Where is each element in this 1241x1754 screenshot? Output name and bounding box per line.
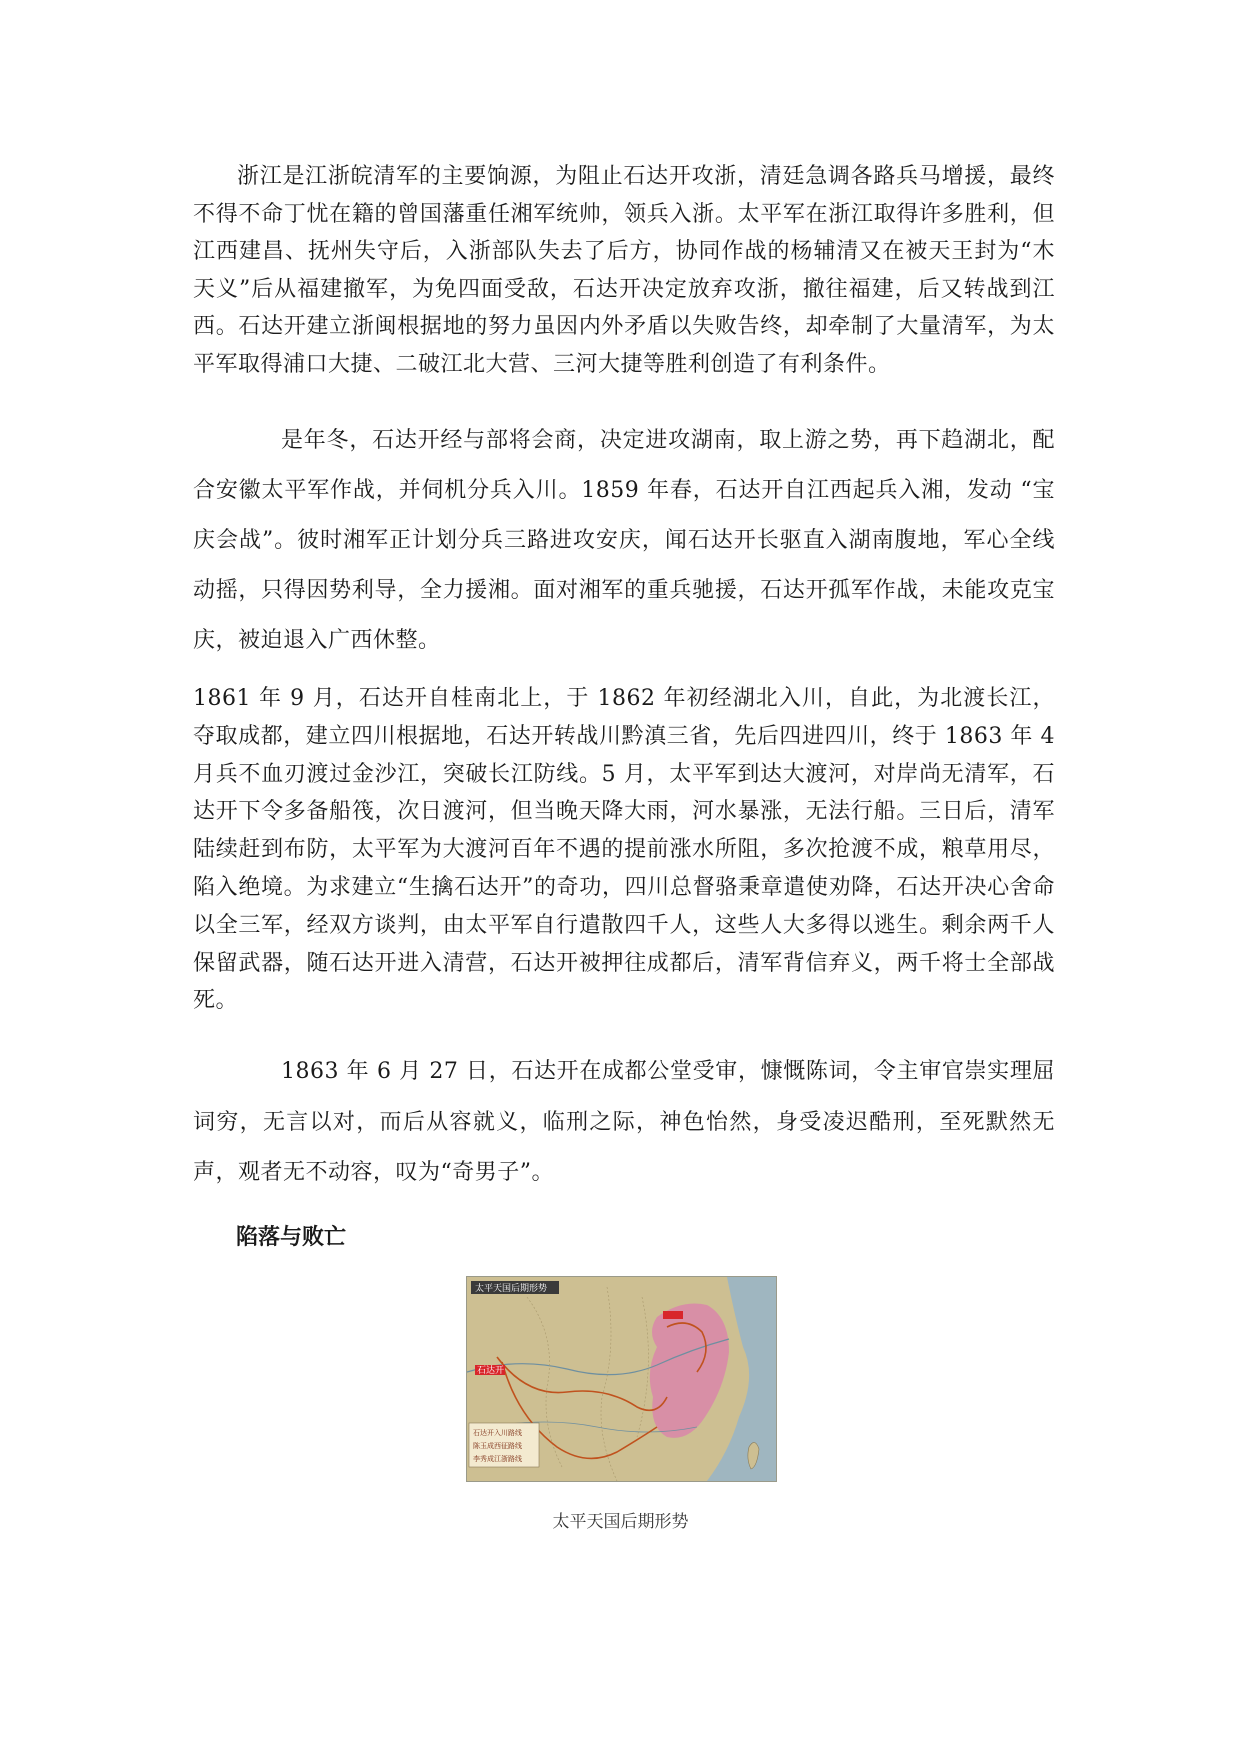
- map-figure: [466, 1276, 777, 1482]
- paragraph-execution: 1863 年 6 月 27 日，石达开在成都公堂受审，慷慨陈词，令主审官崇实理屈词穷，无言以对，而后从容就义，临刑之际，神色怡然，身受凌迟酷刑，至死默然无声，观者无不动容，叹为“奇男子”。: [193, 1059, 1055, 1185]
- map-legend-item: 石达开入川路线: [473, 1429, 522, 1437]
- figure-caption: 太平天国后期形势: [552, 1512, 689, 1532]
- map-title: 太平天国后期形势: [475, 1284, 548, 1294]
- paragraph-sichuan-campaign: 1861 年 9 月，石达开自桂南北上，于 1862 年初经湖北入川，自此，为北渡长江，夺取成都，建立四川根据地，石达开转战川黔滇三省，先后四进四川，终于 1863 年 4 月兵不血刃渡过金沙江，突破长江防线。5 月，太平军到达大渡河，对岸尚无清军，石达开下令多备船筏，次日渡河，但当晚天降大雨，河水暴涨，无法行船。三日后，清军陆续赶到布防，太平军为大渡河百年不遇的提前涨水所阻，多次抢渡不成，粮草用尽，陷入绝境。为求建立“生擒石达开”的奇功，四川总督骆秉章遣使劝降，石达开决心舍命以全三军，经双方谈判，由太平军自行遣散四千人，这些人大多得以逃生。剩余两千人保留武器，随石达开进入清营，石达开被押往成都后，清军背信弃义，两千将士全部战死。: [193, 686, 1055, 1014]
- map-image: [467, 1277, 776, 1481]
- map-legend-item: 陈玉成西征路线: [473, 1442, 522, 1450]
- section-heading: 陷落与败亡: [236, 1225, 347, 1250]
- map-legend-item: 李秀成江浙路线: [473, 1455, 522, 1463]
- map-city-label: 石达开: [477, 1366, 505, 1376]
- paragraph-hunan-campaign: 是年冬，石达开经与部将会商，决定进攻湖南，取上游之势，再下趋湖北，配合安徽太平军作战，并伺机分兵入川。1859 年春，石达开自江西起兵入湘，发动 “宝庆会战”。彼时湘军正计划分兵三路进攻安庆，闻石达开长驱直入湖南腹地，军心全线动摇，只得因势利导，全力援湘。面对湘军的重兵驰援，石达开孤军作战，未能攻克宝庆，被迫退入广西休整。: [193, 428, 1055, 653]
- paragraph-zhejiang: 浙江是江浙皖清军的主要饷源，为阻止石达开攻浙，清廷急调各路兵马增援，最终不得不命丁忧在籍的曾国藩重任湘军统帅，领兵入浙。太平军在浙江取得许多胜利，但江西建昌、抚州失守后，入浙部队失去了后方，协同作战的杨辅清又在被天王封为“木天义”后从福建撤军，为免四面受敌，石达开决定放弃攻浙，撤往福建，后又转战到江西。石达开建立浙闽根据地的努力虽因内外矛盾以失败告终，却牵制了大量清军，为太平军取得浦口大捷、二破江北大营、三河大捷等胜利创造了有利条件。: [193, 164, 1055, 377]
